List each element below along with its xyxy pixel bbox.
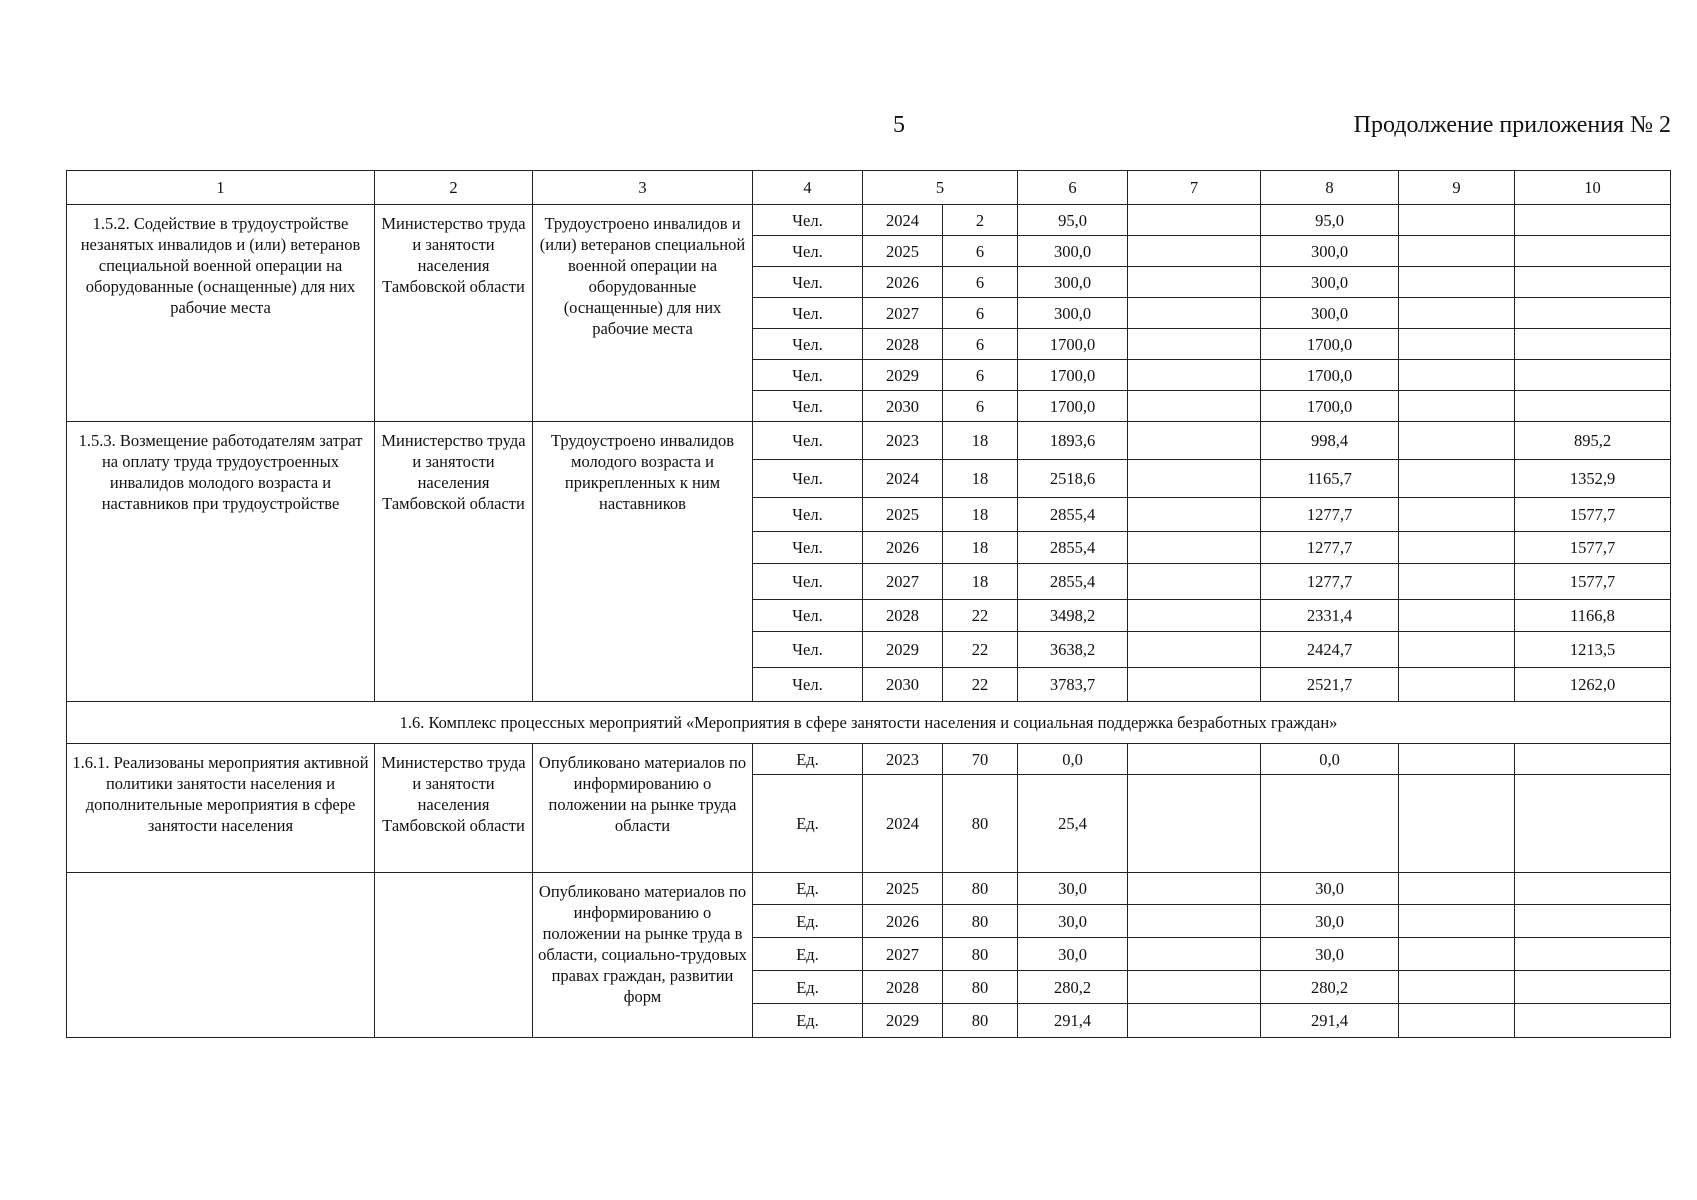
col7-cell [1128, 236, 1261, 267]
col10-cell [1515, 905, 1671, 938]
value-cell: 70 [943, 744, 1018, 775]
col10-cell: 1577,7 [1515, 498, 1671, 532]
col7-cell [1128, 205, 1261, 236]
col9-cell [1399, 1004, 1515, 1038]
col9-cell [1399, 971, 1515, 1004]
value-cell: 6 [943, 329, 1018, 360]
col10-cell: 1262,0 [1515, 668, 1671, 702]
unit-cell: Ед. [753, 775, 863, 873]
unit-cell: Чел. [753, 422, 863, 460]
responsible-cell: Министерство труда и занятости населения Тамбовской области [375, 744, 533, 873]
col9-cell [1399, 775, 1515, 873]
col7-cell [1128, 391, 1261, 422]
year-cell: 2029 [863, 1004, 943, 1038]
col10-cell [1515, 205, 1671, 236]
year-cell: 2025 [863, 236, 943, 267]
measure-name-cell: 1.6.1. Реализованы мероприятия активной политики занятости населения и дополнительные мероприятия в сфере занятости населения [67, 744, 375, 873]
value-cell: 6 [943, 236, 1018, 267]
col9-cell [1399, 668, 1515, 702]
col6-cell: 3498,2 [1018, 600, 1128, 632]
col8-cell: 1165,7 [1261, 460, 1399, 498]
unit-cell: Чел. [753, 632, 863, 668]
indicators-table [66, 170, 1671, 1038]
col8-cell: 300,0 [1261, 298, 1399, 329]
value-cell: 22 [943, 600, 1018, 632]
col10-cell [1515, 971, 1671, 1004]
value-cell: 2 [943, 205, 1018, 236]
column-header: 7 [1128, 171, 1261, 205]
year-cell: 2027 [863, 938, 943, 971]
col7-cell [1128, 498, 1261, 532]
col6-cell: 1700,0 [1018, 329, 1128, 360]
col9-cell [1399, 744, 1515, 775]
value-cell: 18 [943, 532, 1018, 564]
col7-cell [1128, 267, 1261, 298]
unit-cell: Чел. [753, 236, 863, 267]
unit-cell: Ед. [753, 938, 863, 971]
col7-cell [1128, 1004, 1261, 1038]
year-cell: 2030 [863, 668, 943, 702]
col7-cell [1128, 632, 1261, 668]
year-cell: 2028 [863, 329, 943, 360]
value-cell: 6 [943, 267, 1018, 298]
col9-cell [1399, 938, 1515, 971]
col7-cell [1128, 905, 1261, 938]
unit-cell: Ед. [753, 873, 863, 905]
year-cell: 2028 [863, 600, 943, 632]
year-cell: 2025 [863, 498, 943, 532]
col9-cell [1399, 532, 1515, 564]
col9-cell [1399, 632, 1515, 668]
col8-cell: 1277,7 [1261, 498, 1399, 532]
col6-cell: 30,0 [1018, 938, 1128, 971]
unit-cell: Чел. [753, 205, 863, 236]
col8-cell: 280,2 [1261, 971, 1399, 1004]
col6-cell: 291,4 [1018, 1004, 1128, 1038]
col6-cell: 300,0 [1018, 267, 1128, 298]
section-row [67, 702, 1671, 744]
col6-cell: 0,0 [1018, 744, 1128, 775]
value-cell: 80 [943, 971, 1018, 1004]
col8-cell [1261, 775, 1399, 873]
year-cell: 2027 [863, 564, 943, 600]
col7-cell [1128, 460, 1261, 498]
unit-cell: Чел. [753, 564, 863, 600]
col10-cell [1515, 775, 1671, 873]
col10-cell [1515, 391, 1671, 422]
measure-name-cell: 1.5.3. Возмещение работодателям затрат на оплату труда трудоустроенных инвалидов молодого возраста и наставников при трудоустройстве [67, 422, 375, 702]
col9-cell [1399, 873, 1515, 905]
col9-cell [1399, 564, 1515, 600]
year-cell: 2027 [863, 298, 943, 329]
col9-cell [1399, 360, 1515, 391]
col9-cell [1399, 329, 1515, 360]
table-row [67, 205, 1671, 236]
value-cell: 80 [943, 1004, 1018, 1038]
col6-cell: 3638,2 [1018, 632, 1128, 668]
col8-cell: 300,0 [1261, 236, 1399, 267]
value-cell: 6 [943, 391, 1018, 422]
col10-cell [1515, 236, 1671, 267]
col8-cell: 998,4 [1261, 422, 1399, 460]
unit-cell: Чел. [753, 360, 863, 391]
col6-cell: 2855,4 [1018, 532, 1128, 564]
col8-cell: 1700,0 [1261, 329, 1399, 360]
unit-cell: Ед. [753, 905, 863, 938]
col9-cell [1399, 905, 1515, 938]
col6-cell: 30,0 [1018, 905, 1128, 938]
col7-cell [1128, 744, 1261, 775]
unit-cell: Чел. [753, 668, 863, 702]
col8-cell: 291,4 [1261, 1004, 1399, 1038]
col6-cell: 300,0 [1018, 298, 1128, 329]
value-cell: 80 [943, 938, 1018, 971]
col8-cell: 2424,7 [1261, 632, 1399, 668]
value-cell: 6 [943, 360, 1018, 391]
col6-cell: 2518,6 [1018, 460, 1128, 498]
section-title: 1.6. Комплекс процессных мероприятий «Мероприятия в сфере занятости населения и социальная поддержка безработных граждан» [67, 702, 1671, 744]
unit-cell: Ед. [753, 1004, 863, 1038]
value-cell: 6 [943, 298, 1018, 329]
col10-cell: 895,2 [1515, 422, 1671, 460]
col6-cell: 30,0 [1018, 873, 1128, 905]
col8-cell: 1700,0 [1261, 360, 1399, 391]
result-cell: Опубликовано материалов по информированию о положении на рынке труда области [533, 744, 753, 873]
col10-cell [1515, 873, 1671, 905]
value-cell: 18 [943, 460, 1018, 498]
page-number: 5 [893, 112, 905, 138]
column-header: 3 [533, 171, 753, 205]
col8-cell: 30,0 [1261, 873, 1399, 905]
year-cell: 2029 [863, 632, 943, 668]
col6-cell: 1700,0 [1018, 391, 1128, 422]
value-cell: 80 [943, 905, 1018, 938]
year-cell: 2028 [863, 971, 943, 1004]
value-cell: 80 [943, 873, 1018, 905]
col6-cell: 2855,4 [1018, 564, 1128, 600]
col7-cell [1128, 873, 1261, 905]
col6-cell: 2855,4 [1018, 498, 1128, 532]
col8-cell: 95,0 [1261, 205, 1399, 236]
measure-name-cell [67, 873, 375, 1038]
col9-cell [1399, 498, 1515, 532]
responsible-cell [375, 873, 533, 1038]
result-cell: Трудоустроено инвалидов молодого возраста и прикрепленных к ним наставников [533, 422, 753, 702]
col9-cell [1399, 205, 1515, 236]
year-cell: 2026 [863, 267, 943, 298]
column-header: 2 [375, 171, 533, 205]
col7-cell [1128, 360, 1261, 391]
responsible-cell: Министерство труда и занятости населения Тамбовской области [375, 205, 533, 422]
col9-cell [1399, 298, 1515, 329]
col10-cell: 1352,9 [1515, 460, 1671, 498]
col10-cell [1515, 267, 1671, 298]
year-cell: 2024 [863, 205, 943, 236]
unit-cell: Ед. [753, 971, 863, 1004]
col7-cell [1128, 329, 1261, 360]
col10-cell [1515, 1004, 1671, 1038]
year-cell: 2026 [863, 905, 943, 938]
year-cell: 2030 [863, 391, 943, 422]
col7-cell [1128, 600, 1261, 632]
appendix-title: Продолжение приложения № 2 [1353, 112, 1671, 138]
col6-cell: 300,0 [1018, 236, 1128, 267]
value-cell: 22 [943, 668, 1018, 702]
col10-cell [1515, 298, 1671, 329]
col10-cell: 1213,5 [1515, 632, 1671, 668]
col8-cell: 300,0 [1261, 267, 1399, 298]
year-cell: 2029 [863, 360, 943, 391]
col6-cell: 3783,7 [1018, 668, 1128, 702]
column-header: 9 [1399, 171, 1515, 205]
col7-cell [1128, 668, 1261, 702]
column-header: 1 [67, 171, 375, 205]
unit-cell: Чел. [753, 329, 863, 360]
col6-cell: 95,0 [1018, 205, 1128, 236]
year-cell: 2023 [863, 422, 943, 460]
value-cell: 22 [943, 632, 1018, 668]
col9-cell [1399, 267, 1515, 298]
result-cell: Трудоустроено инвалидов и (или) ветеранов специальной военной операции на оборудованные (оснащенные) для них рабочие места [533, 205, 753, 422]
column-header: 10 [1515, 171, 1671, 205]
col10-cell: 1577,7 [1515, 564, 1671, 600]
col8-cell: 30,0 [1261, 938, 1399, 971]
unit-cell: Чел. [753, 498, 863, 532]
unit-cell: Чел. [753, 532, 863, 564]
col8-cell: 2331,4 [1261, 600, 1399, 632]
col7-cell [1128, 938, 1261, 971]
col8-cell: 1700,0 [1261, 391, 1399, 422]
result-cell: Опубликовано материалов по информированию о положении на рынке труда в области, социально-трудовых правах граждан, развитии форм [533, 873, 753, 1038]
unit-cell: Чел. [753, 600, 863, 632]
value-cell: 18 [943, 564, 1018, 600]
col10-cell: 1577,7 [1515, 532, 1671, 564]
unit-cell: Чел. [753, 391, 863, 422]
table-row [67, 422, 1671, 460]
year-cell: 2024 [863, 775, 943, 873]
col10-cell [1515, 938, 1671, 971]
col10-cell: 1166,8 [1515, 600, 1671, 632]
col7-cell [1128, 532, 1261, 564]
col8-cell: 1277,7 [1261, 564, 1399, 600]
column-header: 6 [1018, 171, 1128, 205]
col7-cell [1128, 775, 1261, 873]
year-cell: 2024 [863, 460, 943, 498]
unit-cell: Чел. [753, 460, 863, 498]
col10-cell [1515, 329, 1671, 360]
value-cell: 80 [943, 775, 1018, 873]
col6-cell: 25,4 [1018, 775, 1128, 873]
column-header: 4 [753, 171, 863, 205]
col9-cell [1399, 391, 1515, 422]
col10-cell [1515, 744, 1671, 775]
unit-cell: Ед. [753, 744, 863, 775]
col9-cell [1399, 422, 1515, 460]
col8-cell: 0,0 [1261, 744, 1399, 775]
year-cell: 2025 [863, 873, 943, 905]
col8-cell: 1277,7 [1261, 532, 1399, 564]
col9-cell [1399, 460, 1515, 498]
col7-cell [1128, 564, 1261, 600]
value-cell: 18 [943, 422, 1018, 460]
unit-cell: Чел. [753, 298, 863, 329]
col8-cell: 30,0 [1261, 905, 1399, 938]
col7-cell [1128, 298, 1261, 329]
col9-cell [1399, 236, 1515, 267]
value-cell: 18 [943, 498, 1018, 532]
column-header: 8 [1261, 171, 1399, 205]
unit-cell: Чел. [753, 267, 863, 298]
column-header: 5 [863, 171, 1018, 205]
col6-cell: 1700,0 [1018, 360, 1128, 391]
year-cell: 2026 [863, 532, 943, 564]
col7-cell [1128, 971, 1261, 1004]
col9-cell [1399, 600, 1515, 632]
year-cell: 2023 [863, 744, 943, 775]
table-row [67, 744, 1671, 775]
measure-name-cell: 1.5.2. Содействие в трудоустройстве незанятых инвалидов и (или) ветеранов специальной военной операции на оборудованные (оснащенные) для них рабочие места [67, 205, 375, 422]
col6-cell: 1893,6 [1018, 422, 1128, 460]
table-row [67, 873, 1671, 905]
responsible-cell: Министерство труда и занятости населения Тамбовской области [375, 422, 533, 702]
col8-cell: 2521,7 [1261, 668, 1399, 702]
col7-cell [1128, 422, 1261, 460]
col10-cell [1515, 360, 1671, 391]
column-header-row [67, 171, 1671, 205]
col6-cell: 280,2 [1018, 971, 1128, 1004]
